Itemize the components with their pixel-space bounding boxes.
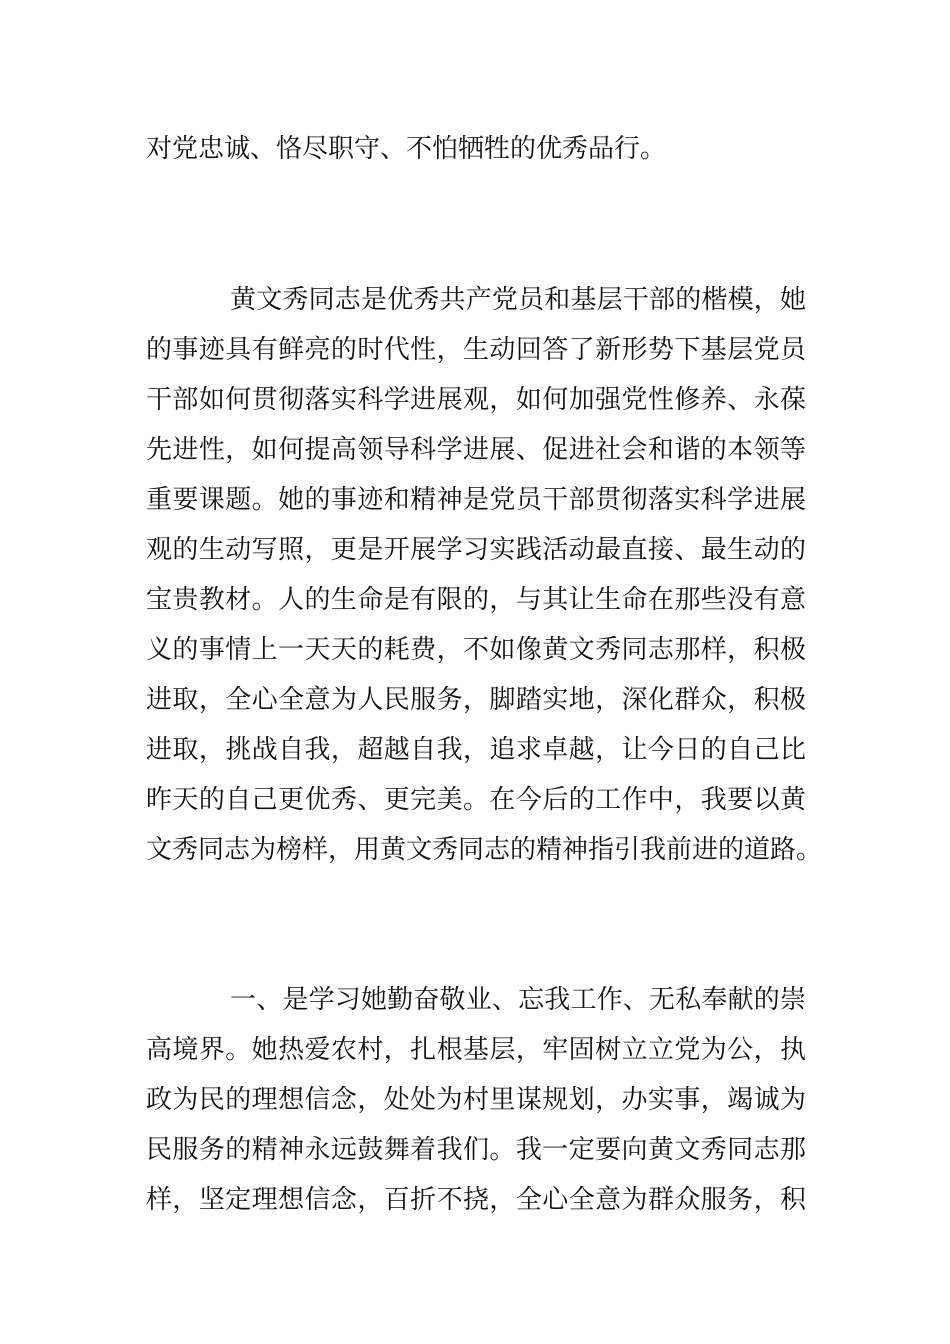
paragraph-2-line-2: 的事迹具有鲜亮的时代性，生动回答了新形势下基层党员 [146,335,806,365]
paragraph-3-line-2: 高境界。她热爱农村，扎根基层，牢固树立立党为公，执 [146,1035,806,1065]
paragraph-2-line-12: 文秀同志为榜样，用黄文秀同志的精神指引我前进的道路。 [146,835,823,865]
paragraph-2-line-4: 先进性，如何提高领导科学进展、促进社会和谐的本领等 [146,435,806,465]
paragraph-2-line-9: 进取，全心全意为人民服务，脚踏实地，深化群众，积极 [146,685,806,715]
paragraph-1-line-1: 对党忠诚、恪尽职守、不怕牺牲的优秀品行。 [146,134,667,164]
paragraph-2-line-1: 黄文秀同志是优秀共产党员和基层干部的楷模，她 [230,285,806,315]
paragraph-3-line-3: 政为民的理想信念，处处为村里谋规划，办实事，竭诚为 [146,1085,806,1115]
paragraph-2-line-5: 重要课题。她的事迹和精神是党员干部贯彻落实科学进展 [146,485,806,515]
paragraph-3-line-4: 民服务的精神永远鼓舞着我们。我一定要向黄文秀同志那 [146,1135,806,1165]
paragraph-2-line-10: 进取，挑战自我，超越自我，追求卓越，让今日的自己比 [146,735,806,765]
paragraph-3-line-5: 样，坚定理想信念，百折不挠，全心全意为群众服务，积 [146,1185,806,1215]
paragraph-2-line-7: 宝贵教材。人的生命是有限的，与其让生命在那些没有意 [146,585,806,615]
paragraph-2-line-8: 义的事情上一天天的耗费，不如像黄文秀同志那样，积极 [146,635,806,665]
paragraph-2-line-3: 干部如何贯彻落实科学进展观，如何加强党性修养、永葆 [146,385,806,415]
paragraph-2-line-11: 昨天的自己更优秀、更完美。在今后的工作中，我要以黄 [146,785,806,815]
paragraph-3-line-1: 一、是学习她勤奋敬业、忘我工作、无私奉献的崇 [230,985,806,1015]
paragraph-2-line-6: 观的生动写照，更是开展学习实践活动最直接、最生动的 [146,535,806,565]
